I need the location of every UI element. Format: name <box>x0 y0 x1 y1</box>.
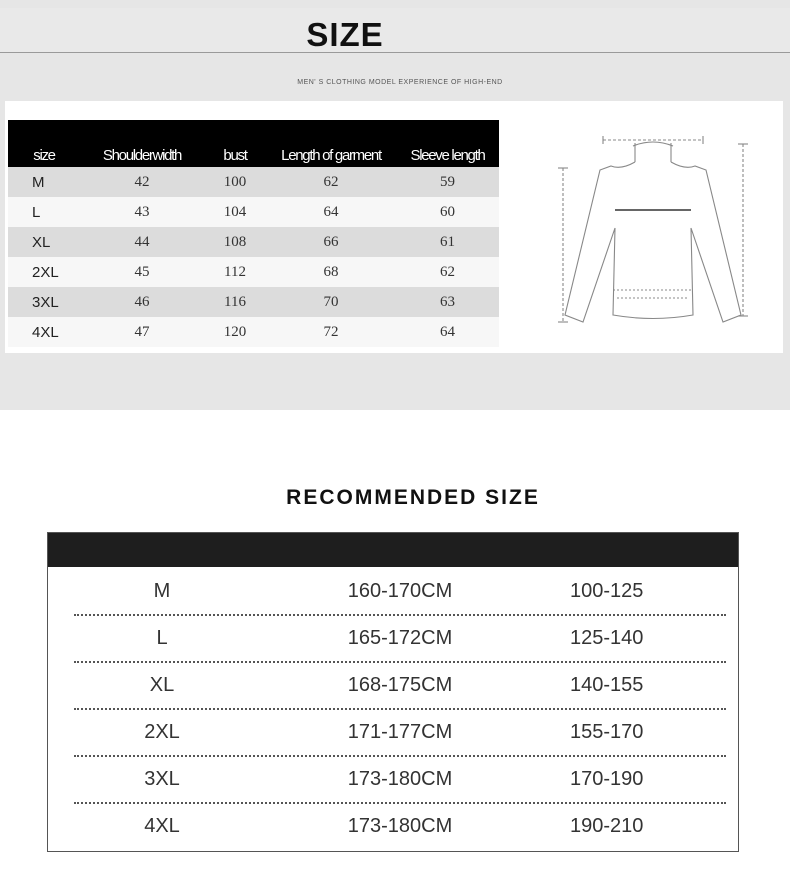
sleeve-cell: 64 <box>396 317 499 347</box>
shoulder-cell: 47 <box>80 317 204 347</box>
sleeve-cell: 59 <box>396 167 499 197</box>
length-cell: 72 <box>266 317 396 347</box>
recommended-size: M <box>153 580 171 602</box>
length-cell: 68 <box>266 257 396 287</box>
size-cell: 3XL <box>8 287 80 317</box>
recommended-height: 171-177CM <box>347 721 453 743</box>
recommended-header-bar <box>48 533 738 567</box>
recommended-size: 2XL <box>144 721 180 743</box>
length-cell: 62 <box>266 167 396 197</box>
recommended-weight: 100-125 <box>570 580 644 602</box>
size-cell: L <box>8 197 80 227</box>
column-header-size: size <box>8 120 80 167</box>
shoulder-cell: 42 <box>80 167 204 197</box>
table-row <box>8 317 499 347</box>
table-row <box>8 227 499 257</box>
recommended-row <box>74 614 726 663</box>
size-cell: 2XL <box>8 257 80 287</box>
sleeve-cell: 61 <box>396 227 499 257</box>
length-cell: 70 <box>266 287 396 317</box>
recommended-height: 173-180CM <box>347 815 453 837</box>
size-cell: M <box>8 167 80 197</box>
recommended-weight: 125-140 <box>570 627 644 649</box>
shoulder-cell: 44 <box>80 227 204 257</box>
recommended-size: XL <box>149 674 175 696</box>
table-row <box>8 167 499 197</box>
recommended-row <box>74 708 726 757</box>
recommended-size: L <box>156 627 168 649</box>
size-chart-panel <box>0 0 790 410</box>
recommended-height: 165-172CM <box>347 627 453 649</box>
recommended-height: 160-170CM <box>347 580 453 602</box>
recommended-weight: 140-155 <box>570 674 644 696</box>
recommended-row <box>74 802 726 849</box>
column-header-length: Length of garment <box>266 120 396 167</box>
length-cell: 66 <box>266 227 396 257</box>
column-header-shoulder-width: Shoulderwidth <box>80 120 204 167</box>
recommended-size: 3XL <box>144 768 180 790</box>
size-cell: 4XL <box>8 317 80 347</box>
size-header-band <box>0 8 790 53</box>
recommended-row <box>74 567 726 616</box>
recommended-size-title: RECOMMENDED SIZE <box>286 486 540 509</box>
bust-cell: 104 <box>204 197 266 227</box>
length-cell: 64 <box>266 197 396 227</box>
size-title: SIZE <box>306 16 384 53</box>
recommended-weight: 155-170 <box>570 721 644 743</box>
table-row <box>8 257 499 287</box>
bust-cell: 120 <box>204 317 266 347</box>
bust-cell: 108 <box>204 227 266 257</box>
recommended-size: 4XL <box>144 815 180 837</box>
sleeve-cell: 62 <box>396 257 499 287</box>
recommended-weight: 170-190 <box>570 768 644 790</box>
recommended-row <box>74 661 726 710</box>
column-header-sleeve: Sleeve length <box>396 120 499 167</box>
size-subtitle: MEN' S CLOTHING MODEL EXPERIENCE OF HIGH-END <box>297 79 503 86</box>
size-cell: XL <box>8 227 80 257</box>
bust-cell: 116 <box>204 287 266 317</box>
shoulder-cell: 43 <box>80 197 204 227</box>
measurement-table <box>8 120 499 347</box>
recommended-row <box>74 755 726 804</box>
recommended-weight: 190-210 <box>570 815 644 837</box>
table-row <box>8 287 499 317</box>
recommended-height: 168-175CM <box>347 674 453 696</box>
column-header-bust: bust <box>204 120 266 167</box>
sleeve-cell: 60 <box>396 197 499 227</box>
shoulder-cell: 46 <box>80 287 204 317</box>
jacket-measurement-diagram-icon <box>525 110 783 335</box>
shoulder-cell: 45 <box>80 257 204 287</box>
measurement-header-row <box>8 120 499 167</box>
table-row <box>8 197 499 227</box>
bust-cell: 112 <box>204 257 266 287</box>
bust-cell: 100 <box>204 167 266 197</box>
sleeve-cell: 63 <box>396 287 499 317</box>
recommended-size-table <box>47 532 739 852</box>
recommended-height: 173-180CM <box>347 768 453 790</box>
